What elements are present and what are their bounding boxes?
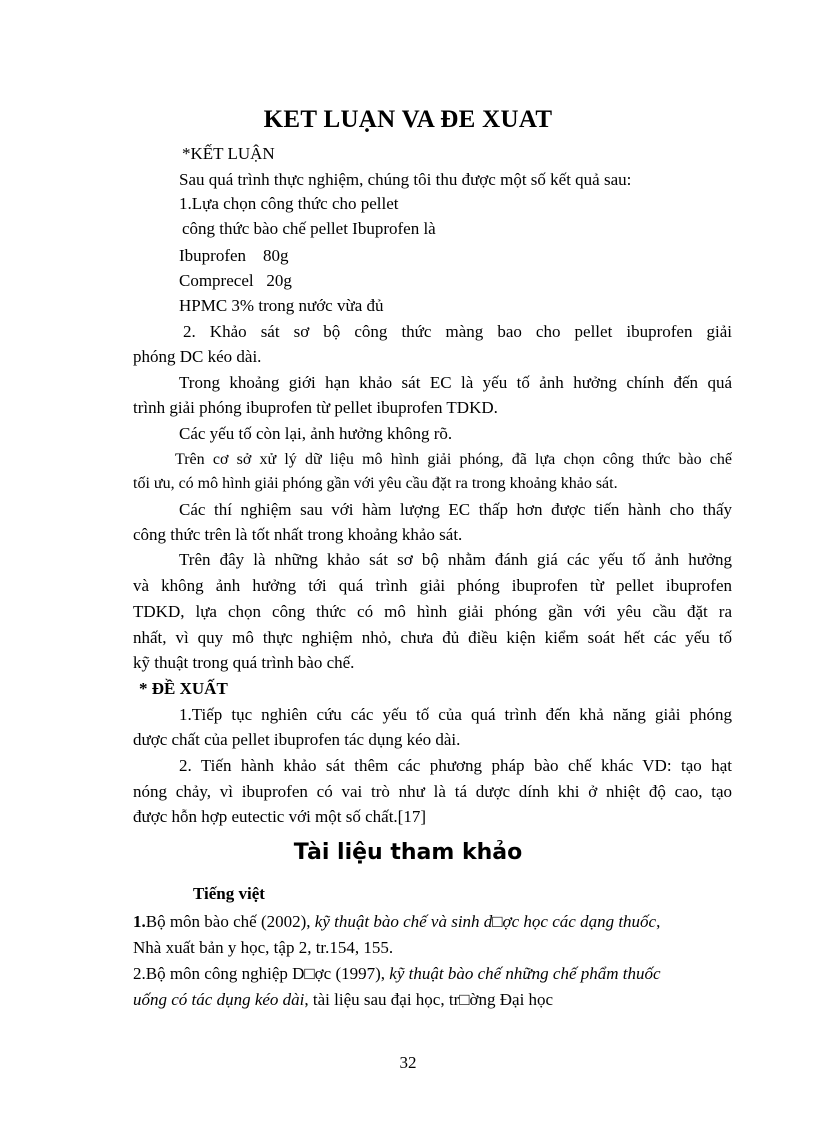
- item2-line: 2. Khảo sát sơ bộ công thức màng bao cho pellet ibuprofen giải: [183, 322, 732, 341]
- paragraph-line: Trên đây là những khảo sát sơ bộ nhằm đánh giá các yếu tố ảnh hưởng: [179, 550, 732, 569]
- page-number: 32: [399, 1053, 417, 1072]
- reference-title: kỹ thuật bào chế những chế phẩm thuốc: [389, 964, 661, 983]
- paragraph-line: kỹ thuật trong quá trình bào chế.: [133, 653, 355, 672]
- reference-1-cont: Nhà xuất bản y học, tập 2, tr.154, 155.: [133, 938, 394, 957]
- proposal-line: được hỗn hợp eutectic với một số chất.[17]: [133, 807, 427, 826]
- proposal-line: nóng chảy, vì ibuprofen có vai trò như là tá dược dính khi ở nhiệt độ cao, tạo: [133, 782, 732, 801]
- reference-text: Bộ môn bào chế (2002),: [145, 912, 315, 931]
- proposal-line: dược chất của pellet ibuprofen tác dụng kéo dài.: [133, 730, 461, 749]
- reference-2-cont: [133, 990, 553, 1010]
- reference-text: ,: [656, 912, 661, 931]
- paragraph-line: tối ưu, có mô hình giải phóng gần với yêu cầu đặt ra trong khoảng khảo sát.: [133, 475, 618, 492]
- proposal-line: 2. Tiến hành khảo sát thêm các phương pháp bào chế khác VD: tạo hạt: [179, 756, 732, 775]
- paragraph-line: Các yếu tố còn lại, ảnh hưởng không rõ.: [179, 424, 453, 443]
- item1-title: 1.Lựa chọn công thức cho pellet: [179, 194, 399, 213]
- reference-1: [133, 912, 660, 932]
- paragraph-line: trình giải phóng ibuprofen từ pellet ibuprofen TDKD.: [133, 398, 498, 417]
- formula-line: HPMC 3% trong nước vừa đủ: [179, 296, 384, 315]
- paragraph-line: Các thí nghiệm sau với hàm lượng EC thấp hơn được tiến hành cho thấy: [179, 500, 732, 519]
- page-title: KET LUẠN VA ĐE XUAT: [263, 106, 553, 133]
- reference-title: kỹ thuật bào chế và sinh d□ợc học các dạng thuốc: [314, 912, 657, 931]
- paragraph-line: công thức trên là tốt nhất trong khoảng khảo sát.: [133, 525, 463, 544]
- reference-2: [133, 964, 661, 984]
- proposal-heading: * ĐỀ XUẤT: [139, 679, 228, 698]
- reference-text: , tài liệu sau đại học, tr□ờng Đại học: [304, 990, 554, 1009]
- reference-number: 1.: [133, 912, 146, 931]
- references-subheading: Tiếng việt: [193, 884, 265, 903]
- reference-text: 2.Bộ môn công nghiệp D□ợc (1997),: [133, 964, 390, 983]
- item1-text: công thức bào chế pellet Ibuprofen là: [182, 219, 436, 238]
- paragraph-line: Trên cơ sở xử lý dữ liệu mô hình giải phóng, đã lựa chọn công thức bào chế: [175, 451, 732, 468]
- paragraph-line: Trong khoảng giới hạn khảo sát EC là yếu tố ảnh hưởng chính đến quá: [179, 373, 732, 392]
- paragraph-line: và không ảnh hưởng tới quá trình giải phóng ibuprofen từ pellet ibuprofen: [133, 576, 732, 595]
- conclusion-heading: *KẾT LUẬN: [182, 144, 275, 163]
- references-heading: Tài liệu tham khảo: [293, 840, 523, 865]
- reference-title: uống có tác dụng kéo dài: [133, 990, 305, 1009]
- formula-line: Ibuprofen 80g: [179, 246, 289, 265]
- paragraph-line: TDKD, lựa chọn công thức có mô hình giải phóng gần với yêu cầu đặt ra: [133, 602, 732, 621]
- conclusion-intro: Sau quá trình thực nghiệm, chúng tôi thu được một số kết quả sau:: [179, 170, 632, 189]
- formula-line: Comprecel 20g: [179, 271, 292, 290]
- proposal-line: 1.Tiếp tục nghiên cứu các yếu tố của quá trình đến khả năng giải phóng: [179, 705, 732, 724]
- paragraph-line: nhất, vì quy mô thực nghiệm nhỏ, chưa đủ điều kiện kiểm soát hết các yếu tố: [133, 628, 732, 647]
- item2-line: phóng DC kéo dài.: [133, 347, 262, 366]
